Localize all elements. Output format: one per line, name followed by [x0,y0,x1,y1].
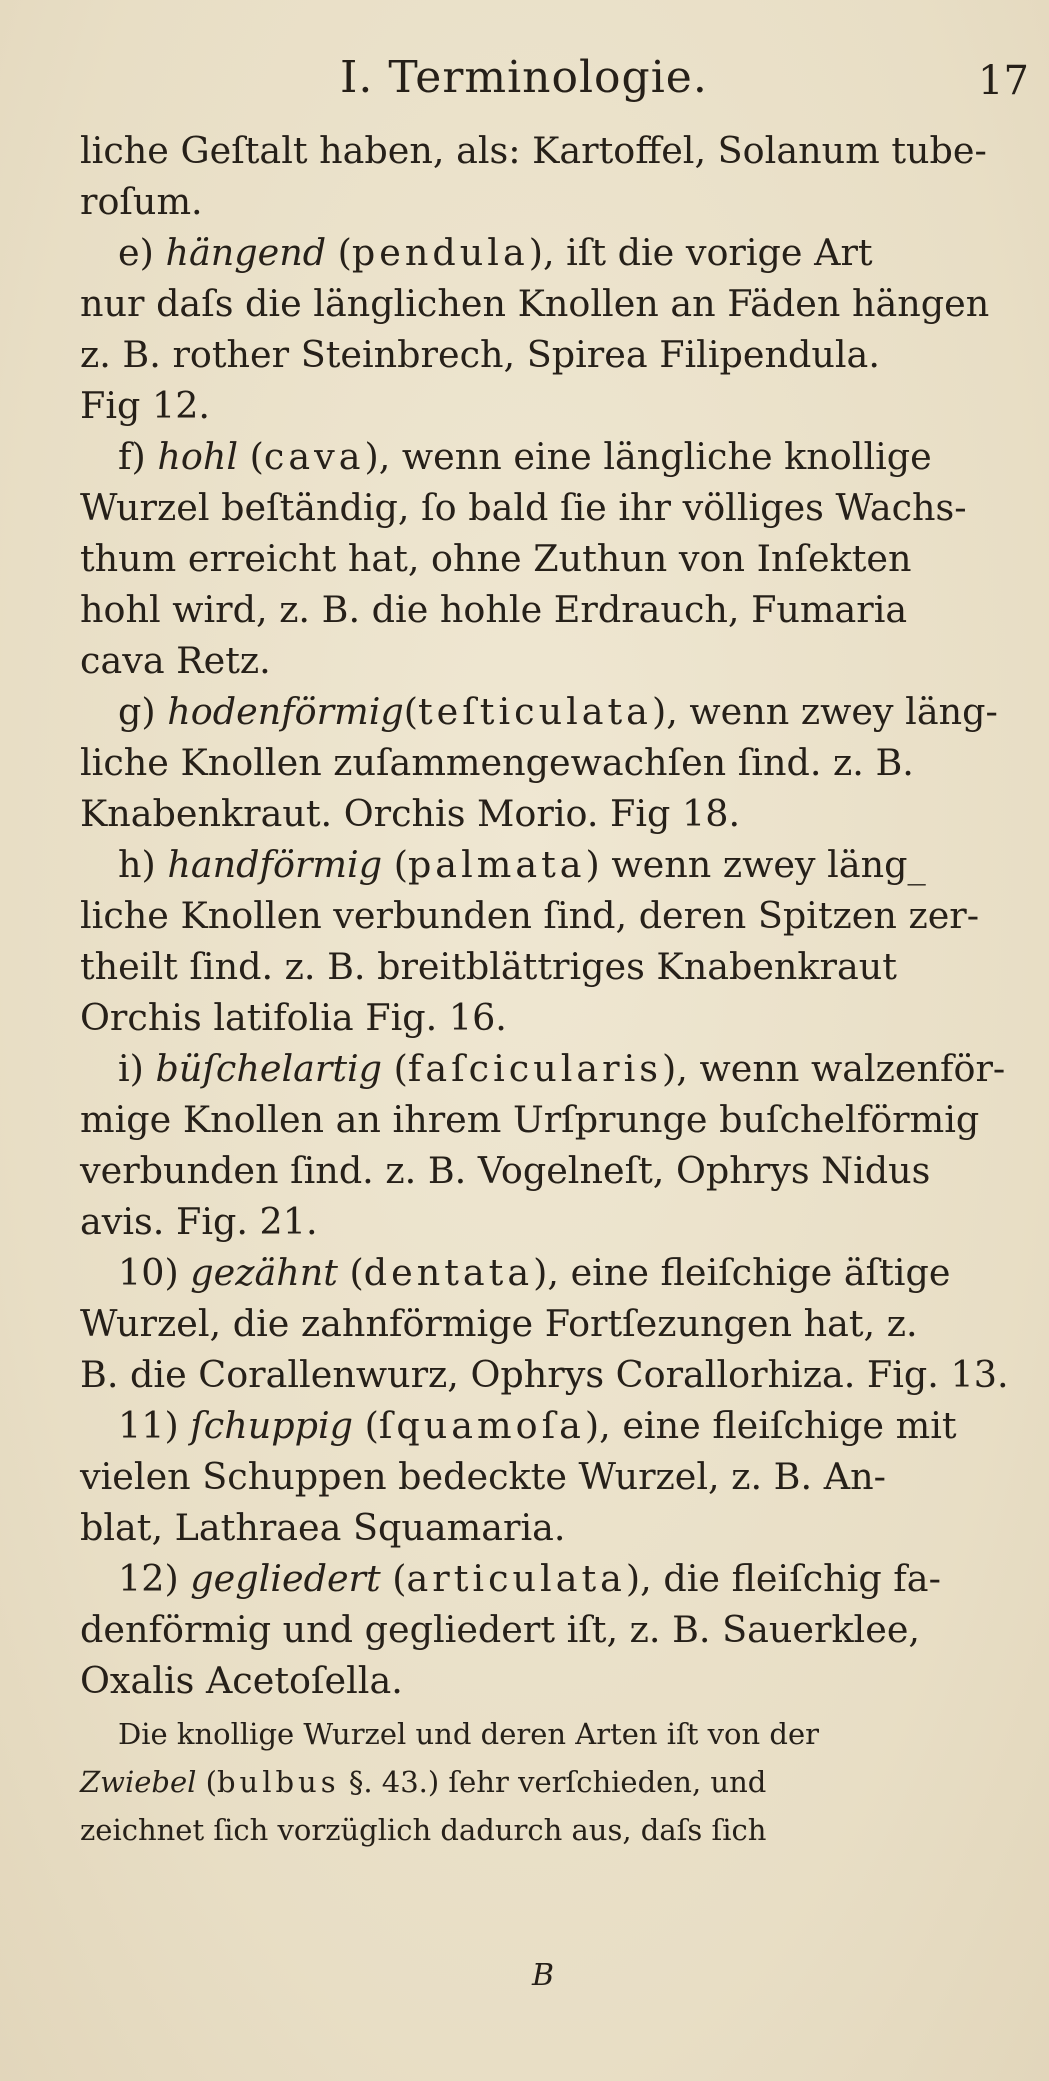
text-line: Orchis latifolia Fig. 16. [80,996,507,1039]
text-line: hohl wird, z. B. die hohle Erdrauch, Fumaria [80,588,908,631]
text-fragment: ( [382,1047,408,1090]
text-fragment: ), eine fleiſchige äſtige [533,1251,951,1294]
latin-term: cava [263,435,365,478]
italic-term: ſchuppig [190,1404,354,1447]
text-line: avis. Fig. 21. [80,1200,318,1243]
text-line [80,1043,1020,1094]
text-line: liche Geſtalt haben, als: Kartoffel, Solanum tube- [80,129,987,172]
page-number: 17 [978,58,1029,104]
main-text-block [80,125,1020,1706]
text-fragment: ) wenn zwey läng_ [585,843,926,886]
italic-term: büſchelartig [155,1047,383,1090]
catchword: B [532,1958,555,1993]
text-fragment: g) [118,690,168,733]
text-fragment: ( [326,231,352,274]
text-line: theilt ſind. z. B. breitblättriges Knabenkraut [80,945,897,988]
text-line: mige Knollen an ihrem Urſprunge buſchelförmig [80,1098,980,1141]
text-line: roſum. [80,180,203,223]
italic-term: gegliedert [190,1557,381,1600]
text-fragment: ( [337,1251,364,1294]
text-fragment: h) [118,843,168,886]
italic-term: hodenförmig [167,690,404,733]
text-line: Fig 12. [80,384,211,427]
text-fragment: 12) [118,1557,191,1600]
latin-term: dentata [363,1251,534,1294]
text-line: nur daſs die länglichen Knollen an Fäden hängen [80,282,990,325]
text-line: denförmig und gegliedert iſt, z. B. Sauerklee, [80,1608,921,1651]
text-line: z. B. rother Steinbrech, Spirea Filipendula. [80,333,880,376]
italic-term: Zwiebel [80,1765,197,1799]
text-fragment: ), iſt die vorige Art [528,231,873,274]
text-line [80,1553,1020,1604]
italic-term: hängend [165,231,327,274]
latin-term: palmata [407,843,586,886]
text-fragment: f) [118,435,158,478]
text-line: Die knollige Wurzel und deren Arten iſt von der [118,1717,819,1751]
text-line: Oxalis Acetoſella. [80,1659,403,1702]
running-title: I. Terminologie. [340,52,708,103]
italic-term: gezähnt [190,1251,338,1294]
text-fragment: ( [382,843,408,886]
text-line: thum erreicht hat, ohne Zuthun von Inſekten [80,537,912,580]
text-line [80,1400,1020,1451]
text-fragment: ( [380,1557,407,1600]
running-header [0,52,1049,112]
text-line [80,839,1020,890]
text-line: liche Knollen verbunden ſind, deren Spitzen zer- [80,894,980,937]
text-fragment: ), wenn walzenför- [662,1047,1006,1090]
text-line: Wurzel, die zahnförmige Fortſezungen hat, z. [80,1302,918,1345]
latin-term: pendula [351,231,529,274]
text-line: Wurzel beſtändig, ſo bald ſie ihr völliges Wachs- [80,486,967,529]
latin-term: bulbus [216,1765,340,1799]
text-line: liche Knollen zuſammengewachſen ſind. z. B. [80,741,914,784]
text-line: B. die Corallenwurz, Ophrys Corallorhiza. Fig. 13. [80,1353,1009,1396]
text-line [80,1247,1020,1298]
text-fragment: ), eine fleiſchige mit [584,1404,957,1447]
text-line: blat, Lathraea Squamaria. [80,1506,566,1549]
text-fragment: 11) [118,1404,191,1447]
text-fragment: §. 43.) ſehr verſchieden, und [339,1765,767,1799]
text-fragment: ( [353,1404,379,1447]
latin-term: ſquamoſa [378,1404,585,1447]
italic-term: hohl [157,435,239,478]
text-line [80,686,1020,737]
text-fragment: ), wenn zwey läng- [651,690,998,733]
text-fragment: e) [118,231,166,274]
body-text [80,125,1020,1854]
text-fragment: i) [118,1047,156,1090]
latin-term: teſticulata [418,690,652,733]
text-fragment: ), wenn eine längliche knollige [364,435,932,478]
text-line [80,1758,1020,1806]
text-fragment: ( [196,1765,217,1799]
text-line: verbunden ſind. z. B. Vogelneſt, Ophrys Nidus [80,1149,931,1192]
latin-term: articulata [406,1557,626,1600]
latin-term: faſcicularis [407,1047,663,1090]
text-line [80,431,1020,482]
note-text-block [80,1710,1020,1854]
text-fragment: ( [238,435,264,478]
text-line: zeichnet ſich vorzüglich dadurch aus, daſs ſich [80,1813,767,1847]
text-fragment: ), die fleiſchig fa- [625,1557,941,1600]
text-line: cava Retz. [80,639,271,682]
text-line: vielen Schuppen bedeckte Wurzel, z. B. An- [80,1455,886,1498]
text-line: Knabenkraut. Orchis Morio. Fig 18. [80,792,741,835]
text-fragment: ( [403,690,419,733]
italic-term: handförmig [167,843,383,886]
text-line [80,227,1020,278]
text-fragment: 10) [118,1251,191,1294]
